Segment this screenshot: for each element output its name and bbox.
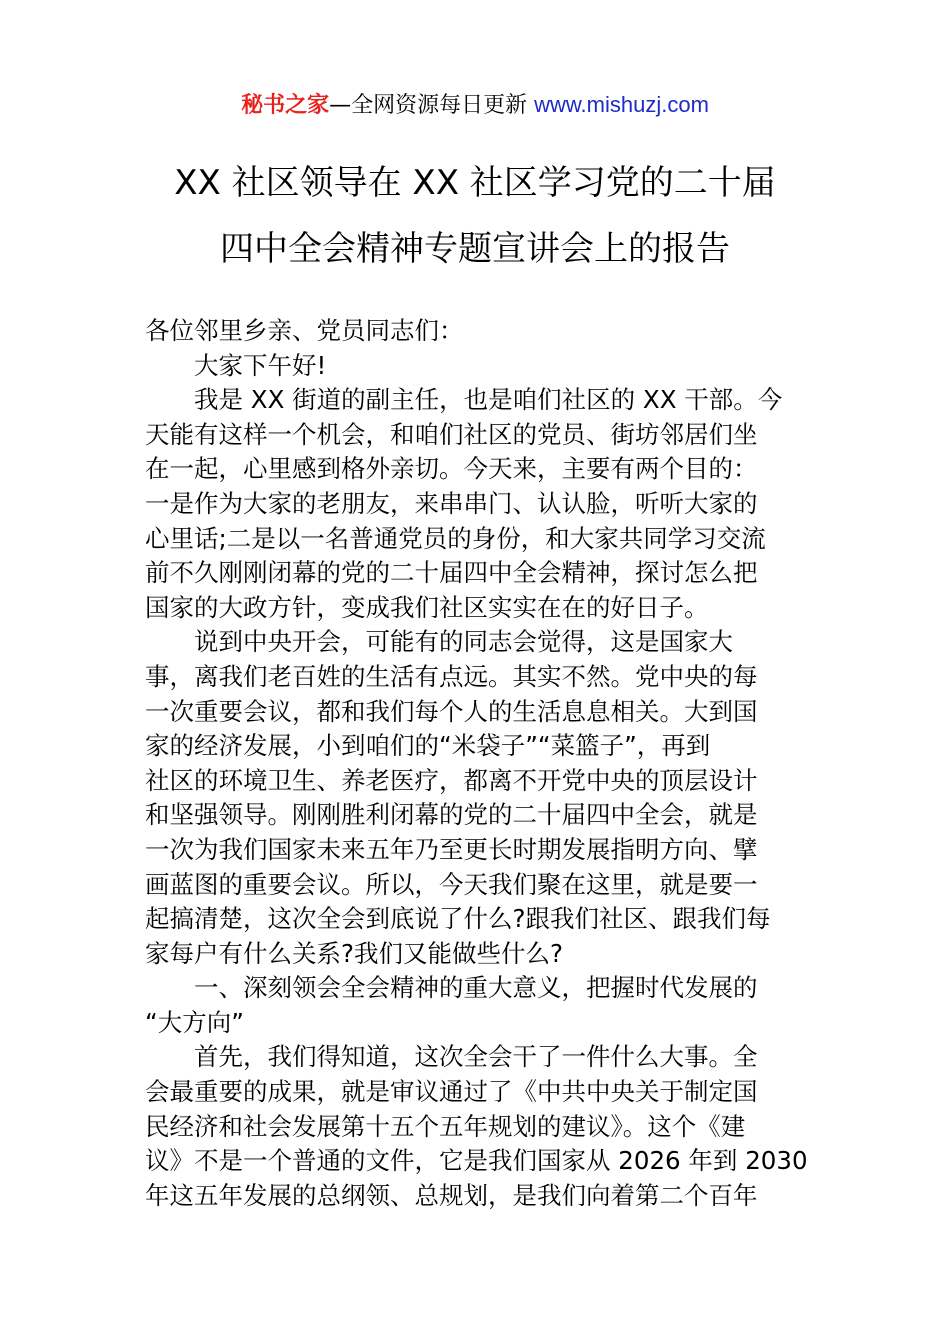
body-line: 一次为我们国家未来五年乃至更长时期发展指明方向、擘 xyxy=(145,834,758,864)
body-line: 民经济和社会发展第十五个五年规划的建议》。这个《建 xyxy=(145,1111,746,1141)
body-line: 心里话;二是以一名普通党员的身份，和大家共同学习交流 xyxy=(145,523,766,553)
body-line: 家的经济发展，小到咱们的“米袋子”“菜篮子”，再到 xyxy=(145,731,711,761)
body-line: 社区的环境卫生、养老医疗，都离不开党中央的顶层设计 xyxy=(145,765,758,795)
site-banner xyxy=(0,88,950,123)
body-line: 事，离我们老百姓的生活有点远。其实不然。党中央的每 xyxy=(145,661,758,691)
site-url-link[interactable]: www.mishuzj.com xyxy=(534,92,709,117)
document-body xyxy=(145,314,810,1213)
body-line: 首先，我们得知道，这次全会干了一件什么大事。全 xyxy=(194,1042,758,1072)
section-heading: 一、深刻领会全会精神的重大意义，把握时代发展的 xyxy=(194,973,758,1003)
salutation: 各位邻里乡亲、党员同志们： xyxy=(145,316,464,345)
title-line-1: XX 社区领导在 XX 社区学习党的二十届 xyxy=(174,163,776,203)
body-line: 会最重要的成果，就是审议通过了《中共中央关于制定国 xyxy=(145,1077,758,1107)
body-line: 起搞清楚，这次全会到底说了什么?跟我们社区、跟我们每 xyxy=(145,904,771,934)
body-line: 画蓝图的重要会议。所以，今天我们聚在这里，就是要一 xyxy=(145,869,758,899)
body-line: 前不久刚刚闭幕的党的二十届四中全会精神，探讨怎么把 xyxy=(145,558,758,588)
body-line: 家每户有什么关系?我们又能做些什么? xyxy=(145,938,564,968)
document-title xyxy=(60,150,890,282)
body-line: 大家下午好! xyxy=(194,350,327,380)
site-brand: 秘书之家 xyxy=(241,93,330,118)
body-line: 议》不是一个普通的文件，它是我们国家从 2026 年到 2030 xyxy=(145,1146,808,1176)
body-line: 一次重要会议，都和我们每个人的生活息息相关。大到国 xyxy=(145,696,758,726)
body-line: 和坚强领导。刚刚胜利闭幕的党的二十届四中全会，就是 xyxy=(145,800,758,830)
body-line: 年这五年发展的总纲领、总规划，是我们向着第二个百年 xyxy=(145,1180,758,1210)
title-line-2: 四中全会精神专题宣讲会上的报告 xyxy=(220,229,730,269)
body-line: 在一起，心里感到格外亲切。今天来，主要有两个目的： xyxy=(145,454,758,484)
section-heading-continued: “大方向” xyxy=(145,1007,244,1037)
site-slogan: —全网资源每日更新 xyxy=(329,93,535,118)
body-line: 天能有这样一个机会，和咱们社区的党员、街坊邻居们坐 xyxy=(145,419,758,449)
body-line: 说到中央开会，可能有的同志会觉得，这是国家大 xyxy=(194,627,733,657)
body-line: 国家的大政方针，变成我们社区实实在在的好日子。 xyxy=(145,592,709,622)
body-line: 我是 XX 街道的副主任，也是咱们社区的 XX 干部。今 xyxy=(194,385,783,415)
body-line: 一是作为大家的老朋友，来串串门、认认脸，听听大家的 xyxy=(145,488,758,518)
